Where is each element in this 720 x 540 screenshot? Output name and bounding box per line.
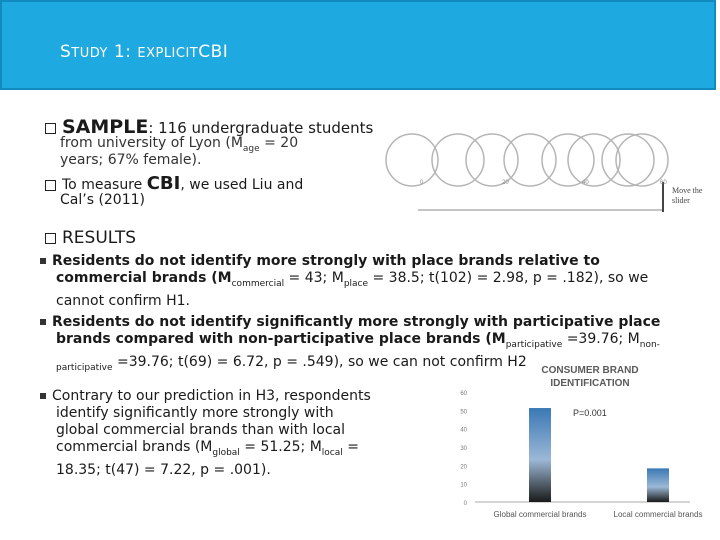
results-heading: RESULTS bbox=[45, 228, 136, 248]
slider-instruction: Move the slider bbox=[672, 186, 703, 205]
brand-identification-chart bbox=[440, 380, 715, 530]
y-tick-label: 10 bbox=[460, 482, 467, 489]
square-bullet-icon bbox=[40, 258, 46, 264]
y-tick-label: 40 bbox=[460, 427, 467, 434]
x-category-label: Local commercial brands bbox=[613, 510, 703, 519]
measure-ref: Cal’s (2011) bbox=[60, 192, 145, 208]
circle-pair-4 bbox=[602, 134, 654, 186]
sample-detail: from university of Lyon ($M_{age} = 20$ years; 67% female). bbox=[60, 135, 299, 168]
y-tick-label: 50 bbox=[460, 409, 467, 416]
sample-bullet: SAMPLE: 116 undergraduate students bbox=[45, 116, 373, 138]
cbi-overlap-circles bbox=[380, 130, 720, 220]
bar-2 bbox=[647, 468, 669, 502]
chart-annotation: P=0.001 bbox=[573, 408, 607, 418]
slide-title: STUDY 1: EXPLICITCBI bbox=[60, 42, 229, 62]
square-bullet-icon bbox=[40, 393, 46, 399]
x-category-label: Global commercial brands bbox=[493, 510, 587, 519]
result-2: Residents do not identify significantly more strongly with participative place brands compared with non-participative place brands ($M_{participative} =39.76$; $M_{non-}$ $_{participative}$ =39.76; t(69) = 6.72, p = .549), so we can not confirm H2 bbox=[40, 314, 715, 377]
result-1: Residents do not identify more strongly with place brands relative to commercial brands ($M_{commercial} = 43$; $M_{place} = 38.5$; t(102) = 2.98, p = .182), so we cannot confirm H1. bbox=[40, 253, 710, 310]
checkbox-bullet-icon bbox=[45, 233, 56, 244]
y-tick-label: 20 bbox=[460, 464, 467, 471]
circle-pair-2b bbox=[504, 134, 556, 186]
slide-header bbox=[0, 0, 716, 90]
result-3: Contrary to our prediction in H3, respondents identify significantly more strongly with global commercial brands than with local commercial brands ($M_{global} = 51.25$; $M_{local}$ = 18.35; t(47) = 7.22, p = .001). bbox=[40, 388, 420, 479]
checkbox-bullet-icon bbox=[45, 123, 56, 134]
circle-pair-1b bbox=[432, 134, 484, 186]
y-tick-label: 60 bbox=[460, 391, 467, 397]
bar-1 bbox=[529, 408, 551, 502]
checkbox-bullet-icon bbox=[45, 180, 56, 191]
circle-pair-2 bbox=[466, 134, 518, 186]
measure-bullet: To measure CBI, we used Liu and bbox=[45, 173, 303, 194]
circle-pair-1 bbox=[386, 134, 438, 186]
circle-pair-4b bbox=[616, 134, 668, 186]
chart-title: CONSUMER BRAND IDENTIFICATION bbox=[541, 365, 639, 389]
y-tick-label: 30 bbox=[460, 446, 467, 452]
square-bullet-icon bbox=[40, 319, 46, 325]
y-tick-label: 0 bbox=[463, 501, 467, 507]
